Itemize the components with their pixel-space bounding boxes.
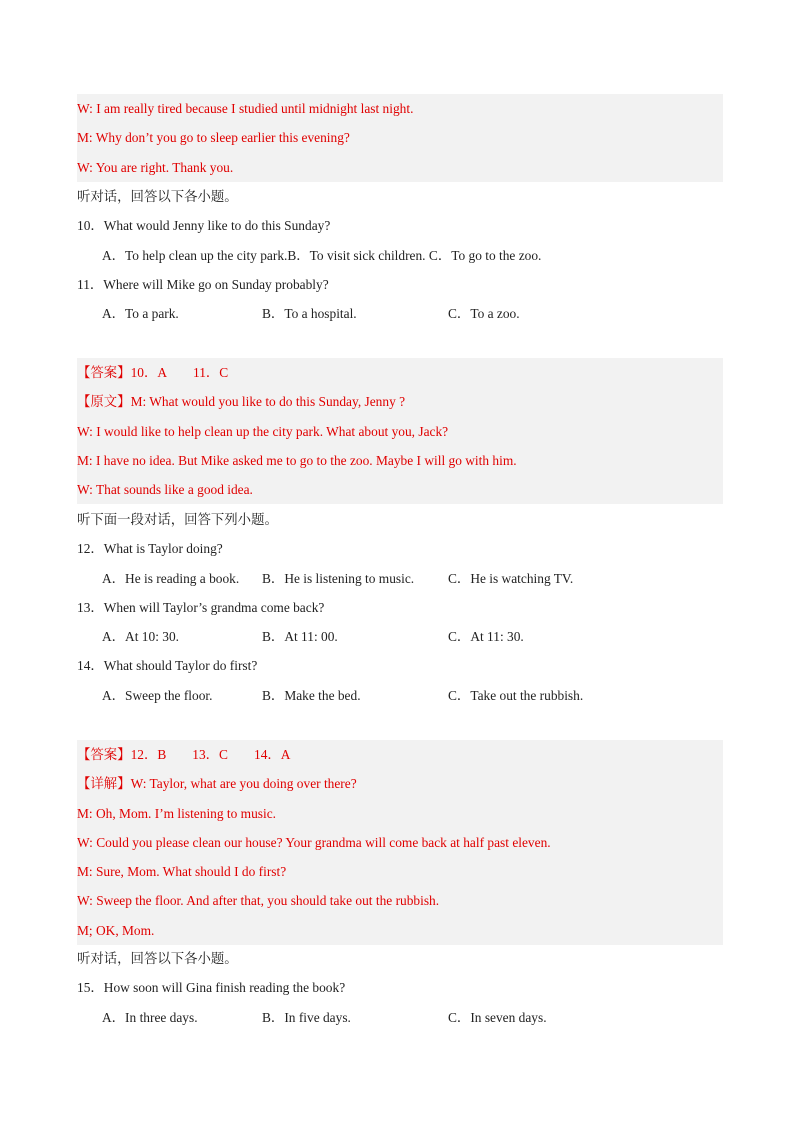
question-12-stem: 12．What is Taylor doing?: [77, 541, 223, 557]
option-b: B．In five days.: [262, 1009, 351, 1025]
transcript-line: M: Why don’t you go to sleep earlier this evening?: [77, 130, 350, 146]
option-c: C．To go to the zoo.: [428, 247, 542, 263]
question-10-stem: 10．What would Jenny like to do this Sunday?: [77, 218, 331, 234]
transcript-block-1: [77, 94, 723, 182]
option-a: A．To a park.: [102, 306, 179, 322]
transcript-line: [77, 387, 723, 416]
question-15-options: [77, 1003, 723, 1032]
option-c: C．To a zoo.: [448, 306, 520, 322]
option-b: B．To a hospital.: [262, 306, 357, 322]
answer-11: 11．C: [193, 365, 229, 380]
answer-tag: 【答案】: [77, 747, 131, 762]
transcript-first-line: M: What would you like to do this Sunday, Jenny ?: [130, 394, 406, 410]
instruction-text: 听下面一段对话，回答下列小题。: [77, 512, 278, 527]
question-14-stem: 14．What should Taylor do first?: [77, 658, 258, 674]
answer-block-1: [77, 358, 723, 504]
transcript-line: [77, 769, 723, 798]
question-11-options: [77, 299, 723, 328]
question-12-options: [77, 564, 723, 593]
transcript-line: W: You are right. Thank you.: [77, 159, 234, 175]
question-group-1: [77, 182, 723, 328]
answer-tag: 【答案】: [77, 365, 131, 380]
transcript-line: W: I would like to help clean up the city park. What about you, Jack?: [77, 423, 449, 439]
option-a: A．To help clean up the city park.: [102, 247, 288, 263]
transcript-line: W: Could you please clean our house? Your grandma will come back at half past eleven.: [77, 834, 551, 850]
option-a: A．At 10: 30.: [102, 629, 179, 645]
question-14-options: [77, 681, 723, 710]
transcript-line: W: That sounds like a good idea.: [77, 482, 253, 498]
answer-13: 13．C: [192, 747, 228, 762]
answer-14: 14．A: [254, 747, 291, 762]
option-a: A．He is reading a book.: [102, 570, 240, 586]
answer-line: [77, 358, 723, 387]
option-b: B．Make the bed.: [262, 687, 361, 703]
answer-line: [77, 740, 723, 769]
question-10-options: [77, 241, 723, 270]
question-group-2: [77, 505, 723, 710]
option-c: C．He is watching TV.: [448, 570, 574, 586]
option-a: A．Sweep the floor.: [102, 687, 213, 703]
question-group-3: [77, 944, 723, 1032]
transcript-line: M: I have no idea. But Mike asked me to go to the zoo. Maybe I will go with him.: [77, 452, 517, 468]
answer-block-2: [77, 740, 723, 945]
question-13-options: [77, 622, 723, 651]
transcript-line: M: Sure, Mom. What should I do first?: [77, 864, 287, 880]
option-c: C．In seven days.: [448, 1009, 547, 1025]
option-b: B．At 11: 00.: [262, 629, 338, 645]
answer-10: 10．A: [130, 365, 168, 380]
transcript-line: M; OK, Mom.: [77, 922, 155, 938]
option-c: C．At 11: 30.: [448, 629, 524, 645]
question-13-stem: 13．When will Taylor’s grandma come back?: [77, 599, 325, 615]
option-b: B．He is listening to music.: [262, 570, 415, 586]
answer-12: 12．B: [130, 747, 167, 762]
instruction-text: 听对话，回答以下各小题。: [77, 189, 238, 204]
transcript-first-line: W: Taylor, what are you doing over there?: [130, 776, 357, 792]
question-11-stem: 11．Where will Mike go on Sunday probably?: [77, 276, 329, 292]
instruction-text: 听对话，回答以下各小题。: [77, 951, 238, 966]
option-b: B．To visit sick children.: [287, 247, 426, 263]
explanation-tag: 【详解】: [77, 776, 131, 792]
transcript-line: W: I am really tired because I studied until midnight last night.: [77, 101, 414, 116]
transcript-line: W: Sweep the floor. And after that, you should take out the rubbish.: [77, 893, 440, 909]
option-a: A．In three days.: [102, 1009, 198, 1025]
question-15-stem: 15．How soon will Gina finish reading the book?: [77, 980, 346, 996]
option-c: C．Take out the rubbish.: [448, 687, 584, 703]
original-text-tag: 【原文】: [77, 394, 131, 410]
transcript-line: M: Oh, Mom. I’m listening to music.: [77, 805, 276, 821]
